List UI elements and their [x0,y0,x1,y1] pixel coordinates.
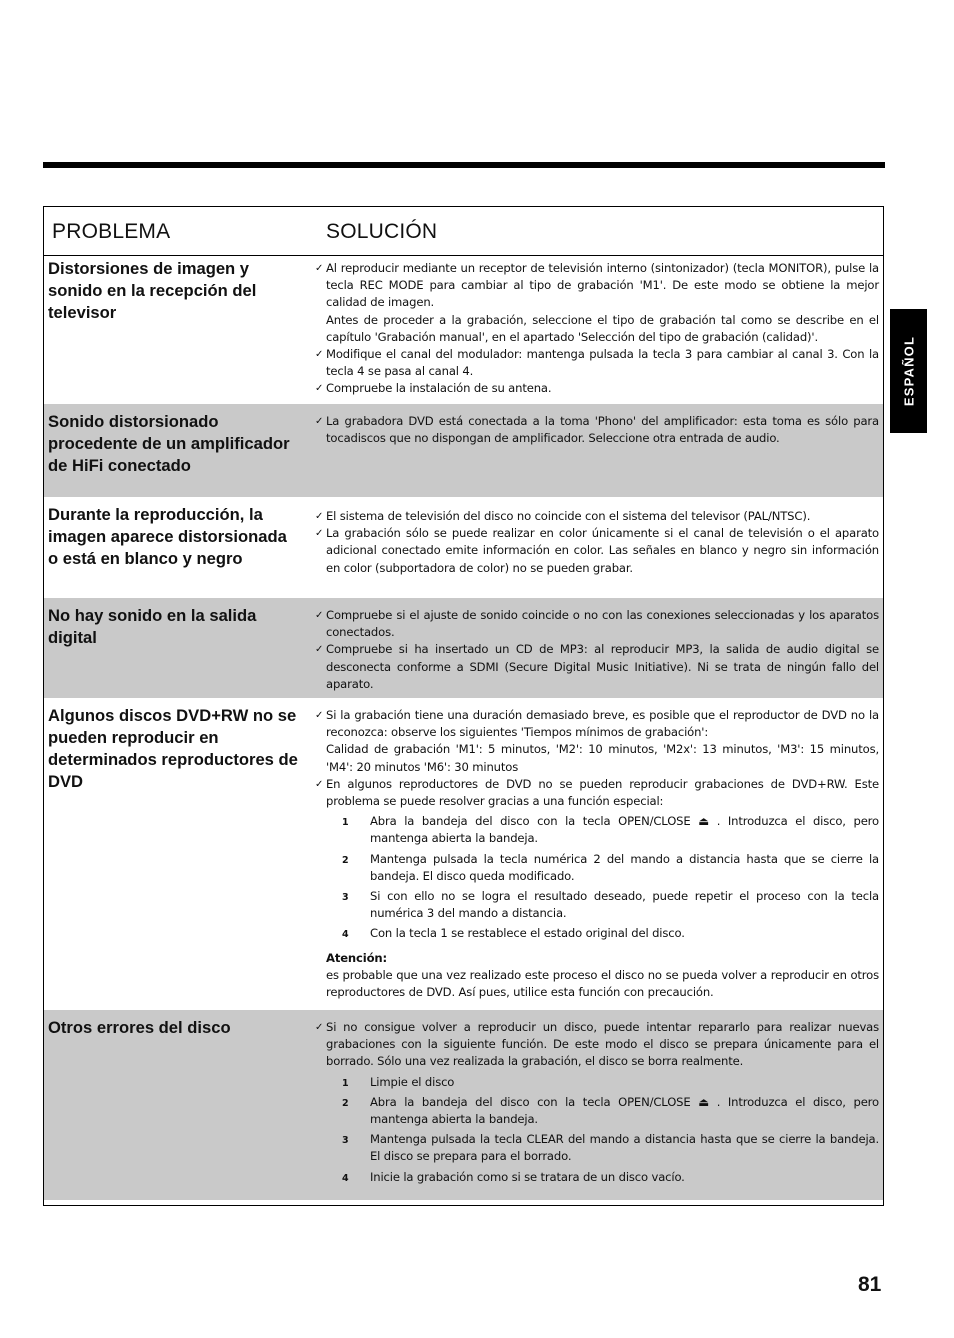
solution-bullet: ✓ La grabación sólo se puede realizar en color únicamente si el canal de televisión o el aparato adicional conectado emite información en color. Las señales en blanco y negro sin información en color (subportadora de color) no se pueden grabar. [315,525,879,577]
solution-bullet: ✓ Si la grabación tiene una duración demasiado breve, es posible que el reproductor de DVD no la reconozca: observe los siguientes 'Tiempos mínimos de grabación': [315,707,879,741]
table-row [44,404,883,497]
step-text: Abra la bandeja del disco con la tecla OPEN/CLOSE ⏏ . Introduzca el disco, pero mantenga abierta la bandeja. [370,814,879,846]
step-text: Mantenga pulsada la tecla CLEAR del mando a distancia hasta que se cierre la bandeja. El disco se prepara para el borrado. [370,1132,879,1164]
problem-text: Durante la reproducción, la imagen aparece distorsionada o está en blanco y negro [48,505,287,568]
problem-text: Sonido distorsionado procedente de un amplificador de HiFi conectado [48,412,290,475]
step-text: Con la tecla 1 se restablece el estado original del disco. [370,926,685,941]
solution-text [315,1019,879,1186]
step-number: 3 [342,892,349,904]
step-number: 1 [342,1077,349,1089]
table-row [44,1010,883,1200]
numbered-step [315,1131,879,1165]
solution-bullet: ✓ Compruebe si el ajuste de sonido coincide o no con las conexiones seleccionadas y los aparatos conectados. [315,607,879,641]
numbered-step [315,888,879,922]
numbered-step [315,1169,879,1186]
solution-bullet: ✓ Compruebe la instalación de su antena. [315,380,879,397]
problem-text: No hay sonido en la salida digital [48,606,257,647]
table-row [44,497,883,598]
troubleshooting-table [43,206,884,1206]
step-number: 4 [342,929,349,941]
table-row [44,598,883,698]
problem-text: Algunos discos DVD+RW no se pueden reproducir en determinados reproductores de DVD [48,706,298,791]
top-rule [43,162,885,168]
step-text: Mantenga pulsada la tecla numérica 2 del mando a distancia hasta que se cierre la bandeja. El disco queda modificado. [370,851,879,883]
step-number: 2 [342,1097,349,1109]
solution-text [315,508,879,577]
solution-paragraph: Antes de proceder a la grabación, seleccione el tipo de grabación tal como se describe en el capítulo 'Grabación manual', en el apartado 'Selección del tipo de grabación (calidad)'. [326,312,879,344]
solution-text [315,413,879,447]
numbered-step [315,813,879,847]
solution-bullet: ✓ Si no consigue volver a reproducir un disco, puede intentar repararlo para realizar nuevas grabaciones con la siguiente función. De este modo el disco se prepara únicamente para el borrado. Sólo una vez realizada la grabación, el disco se borra realmente. [315,1019,879,1071]
language-tab-label: ESPAÑOL [901,335,916,407]
problem-text: Distorsiones de imagen y sonido en la recepción del televisor [48,259,257,322]
attention-label: Atención: [326,950,387,965]
numbered-step [315,851,879,885]
solution-bullet: ✓ En algunos reproductores de DVD no se pueden reproducir grabaciones de DVD+RW. Este problema se puede resolver gracias a una función especial: [315,776,879,810]
step-number: 1 [342,817,349,829]
step-text: Limpie el disco [370,1074,455,1089]
numbered-step [315,1074,879,1091]
table-header [44,207,883,256]
table-row [44,698,883,1010]
table-row [44,256,883,404]
solution-bullet: ✓ Modifique el canal del modulador: mantenga pulsada la tecla 3 para cambiar al canal 3. Con la tecla 4 se pasa al canal 4. [315,346,879,380]
numbered-step [315,925,879,942]
problem-text: Otros errores del disco [48,1018,231,1037]
attention-text: es probable que una vez realizado este proceso el disco no se pueda volver a reproducir en otros reproductores de DVD. Así pues, utilice esta función con precaución. [326,967,879,1000]
step-number: 3 [342,1135,349,1147]
step-number: 2 [342,854,349,866]
solution-column-header: SOLUCIÓN [326,220,438,243]
step-number: 4 [342,1172,349,1184]
step-text: Inicie la grabación como si se tratara de un disco vacío. [370,1169,685,1184]
solution-bullet: ✓ El sistema de televisión del disco no coincide con el sistema del televisor (PAL/NTSC). [315,508,879,525]
solution-text [315,707,879,1001]
solution-text [315,260,879,398]
problem-column-header: PROBLEMA [52,220,171,243]
solution-bullet: ✓ Compruebe si ha insertado un CD de MP3: al reproducir MP3, la salida de audio digital se desconecta conforme a SDMI (Secure Digital Music Initiative). Ni se trata de ningún fallo del aparato. [315,641,879,693]
solution-bullet: ✓ La grabadora DVD está conectada a la toma 'Phono' del amplificador: esta toma es sólo para tocadiscos que no dispongan de amplificador. Seleccione otra entrada de audio. [315,413,879,447]
language-tab [890,309,927,433]
solution-bullet: ✓ Al reproducir mediante un receptor de televisión interno (sintonizador) (tecla MONITOR), pulse la tecla REC MODE para cambiar al tipo de grabación 'M1'. De este modo se obtiene la mejor calidad de imagen. [315,260,879,312]
solution-paragraph: Calidad de grabación 'M1': 5 minutos, 'M2': 10 minutos, 'M2x': 13 minutos, 'M3': 15 minutos, 'M4': 20 minutos 'M6': 30 minutos [326,742,879,774]
solution-text [315,607,879,693]
step-text: Si con ello no se logra el resultado deseado, puede repetir el proceso con la tecla numérica 3 del mando a distancia. [370,889,879,921]
numbered-step [315,1094,879,1128]
page-number: 81 [858,1273,882,1296]
step-text: Abra la bandeja del disco con la tecla OPEN/CLOSE ⏏ . Introduzca el disco, pero mantenga abierta la bandeja. [370,1094,879,1127]
